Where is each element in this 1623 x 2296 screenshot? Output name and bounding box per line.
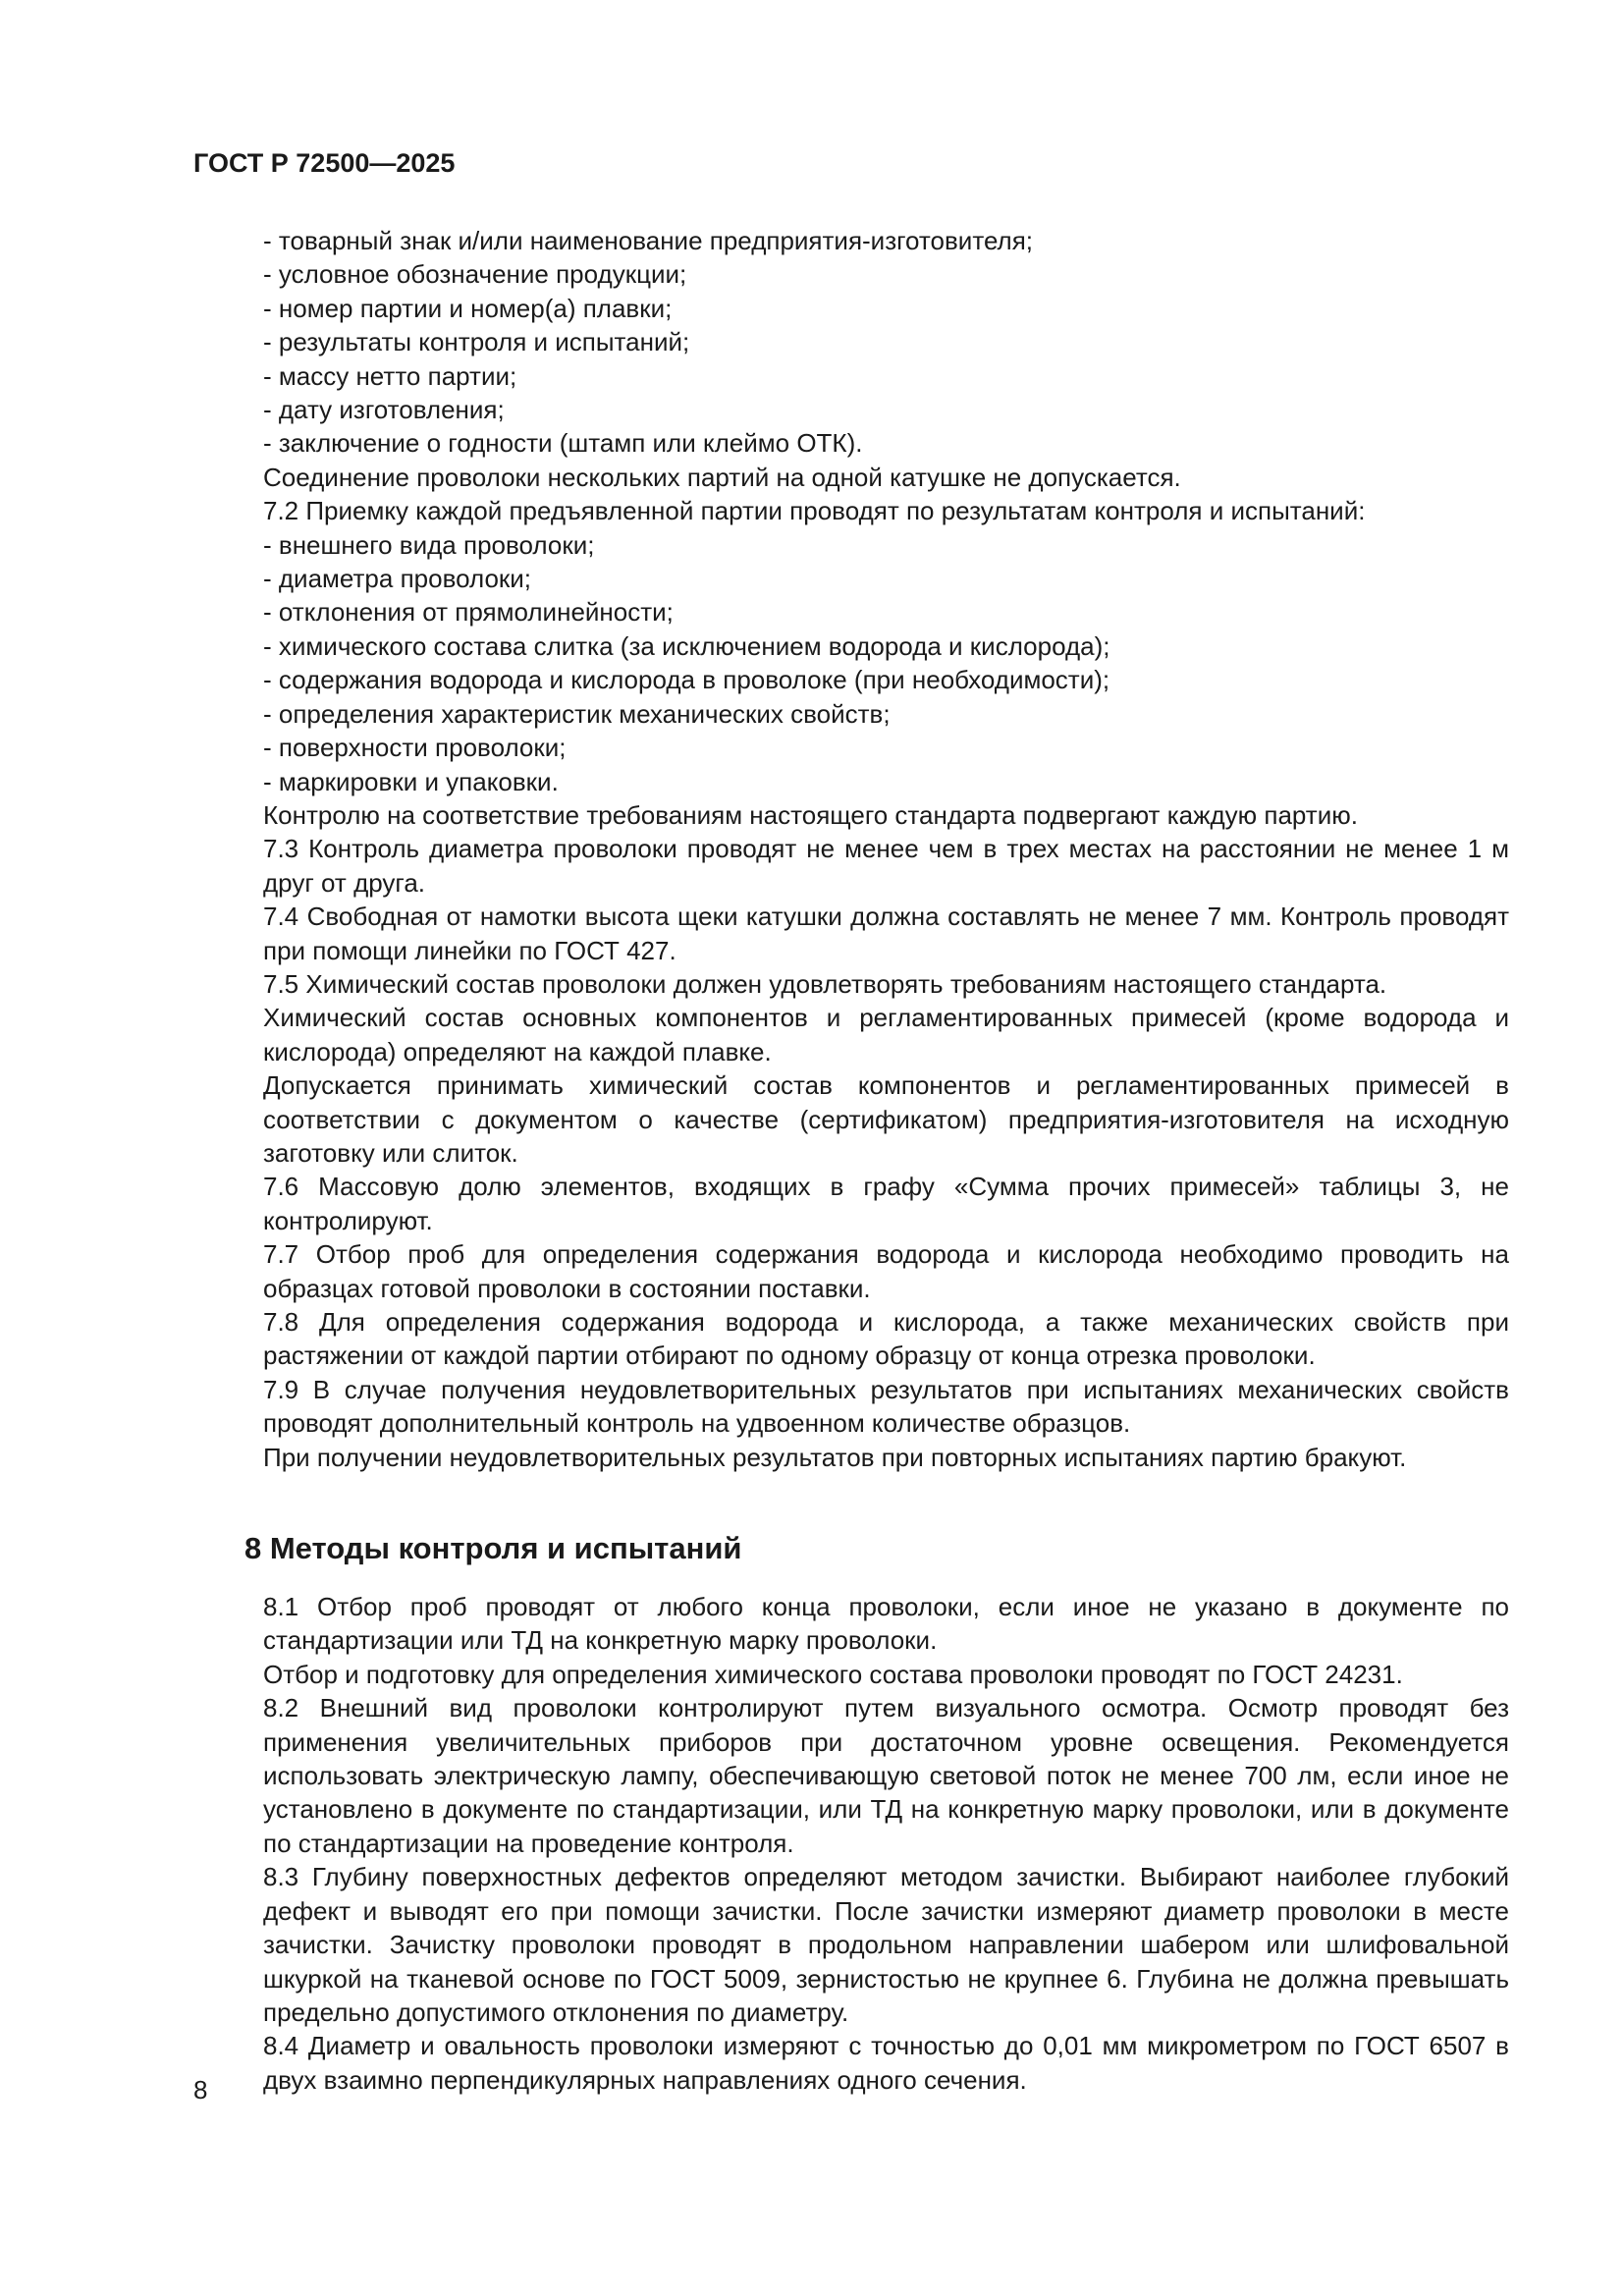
paragraph: Химический состав основных компонентов и регламентированных примесей (кроме водорода и кислорода) определяют на каждой плавке. [263, 1003, 1509, 1066]
list-item: - отклонения от прямолинейности; [193, 595, 1509, 629]
list-item: - результаты контроля и испытаний; [193, 325, 1509, 358]
clause-8-2: 8.2 Внешний вид проволоки контролируют путем визуального осмотра. Осмотр проводят без применения увеличительных приборов при достаточном уровне освещения. Рекомендуется использовать электрическую лампу, обеспечивающую световой поток не менее 700 лм, если иное не установлено в документе по стандартизации, или ТД на конкретную марку проволоки, или в документе по стандартизации на проведение контроля. [263, 1693, 1509, 1858]
clause-7-2: 7.2 Приемку каждой предъявленной партии проводят по результатам контроля и испытаний: [263, 496, 1366, 526]
list-item: - номер партии и номер(а) плавки; [193, 292, 1509, 325]
paragraph: При получении неудовлетворительных результатов при повторных испытаниях партию бракуют. [263, 1442, 1407, 1472]
list-item: - массу нетто партии; [193, 359, 1509, 393]
section-heading: 8 Методы контроля и испытаний [244, 1531, 742, 1566]
page-number: 8 [193, 2075, 208, 2105]
document-code: ГОСТ Р 72500—2025 [193, 148, 456, 178]
paragraph: Соединение проволоки нескольких партий на одной катушке не допускается. [263, 462, 1181, 492]
list-item: - химического состава слитка (за исключением водорода и кислорода); [193, 629, 1509, 663]
page-body [193, 224, 1509, 2097]
paragraph: Допускается принимать химический состав компонентов и регламентированных примесей в соответствии с документом о качестве (сертификатом) предприятия-изготовителя на исходную заготовку или слиток. [263, 1070, 1509, 1168]
list-item: - поверхности проволоки; [193, 731, 1509, 764]
clause-7-8: 7.8 Для определения содержания водорода и кислорода, а также механических свойств при растяжении от каждой партии отбирают по одному образцу от конца отрезка проволоки. [263, 1307, 1509, 1371]
clause-8-3: 8.3 Глубину поверхностных дефектов определяют методом зачистки. Выбирают наиболее глубокий дефект и выводят его при помощи зачистки. После зачистки измеряют диаметр проволоки в месте зачистки. Зачистку проволоки проводят в продольном направлении шабером или шлифовальной шкуркой на тканевой основе по ГОСТ 5009, зернистостью не крупнее 6. Глубина не должна превышать предельно допустимого отклонения по диаметру. [263, 1862, 1509, 2027]
list-item: - товарный знак и/или наименование предприятия-изготовителя; [193, 224, 1509, 257]
clause-7-6: 7.6 Массовую долю элементов, входящих в графу «Сумма прочих примесей» таблицы 3, не контролируют. [263, 1172, 1509, 1235]
list-item: - внешнего вида проволоки; [193, 528, 1509, 562]
list-item: - заключение о годности (штамп или клеймо ОТК). [193, 426, 1509, 460]
clause-8-1: 8.1 Отбор проб проводят от любого конца проволоки, если иное не указано в документе по стандартизации или ТД на конкретную марку проволоки. [263, 1592, 1509, 1656]
clause-7-5: 7.5 Химический состав проволоки должен удовлетворять требованиям настоящего стандарта. [263, 968, 1387, 999]
clause-7-3: 7.3 Контроль диаметра проволоки проводят не менее чем в трех местах на расстоянии не менее 1 м друг от друга. [263, 834, 1509, 898]
list-item: - определения характеристик механических свойств; [193, 697, 1509, 731]
paragraph: Контролю на соответствие требованиям настоящего стандарта подвергают каждую партию. [263, 799, 1358, 830]
list-item: - маркировки и упаковки. [193, 765, 1509, 798]
clause-7-7: 7.7 Отбор проб для определения содержания водорода и кислорода необходимо проводить на образцах готовой проволоки в состоянии поставки. [263, 1239, 1509, 1303]
marking-list [193, 224, 1509, 461]
list-item: - содержания водорода и кислорода в проволоке (при необходимости); [193, 663, 1509, 696]
list-item: - условное обозначение продукции; [193, 257, 1509, 291]
clause-7-9: 7.9 В случае получения неудовлетворительных результатов при испытаниях механических свойств проводят дополнительный контроль на удвоенном количестве образцов. [263, 1374, 1509, 1439]
acceptance-list [193, 528, 1509, 798]
paragraph: Отбор и подготовку для определения химического состава проволоки проводят по ГОСТ 24231. [263, 1659, 1403, 1689]
list-item: - диаметра проволоки; [193, 562, 1509, 595]
list-item: - дату изготовления; [193, 393, 1509, 426]
clause-8-4: 8.4 Диаметр и овальность проволоки измеряют с точностью до 0,01 мм микрометром по ГОСТ 6507 в двух взаимно перпендикулярных направлениях одного сечения. [263, 2031, 1509, 2095]
clause-7-4: 7.4 Свободная от намотки высота щеки катушки должна составлять не менее 7 мм. Контроль проводят при помощи линейки по ГОСТ 427. [263, 902, 1509, 965]
